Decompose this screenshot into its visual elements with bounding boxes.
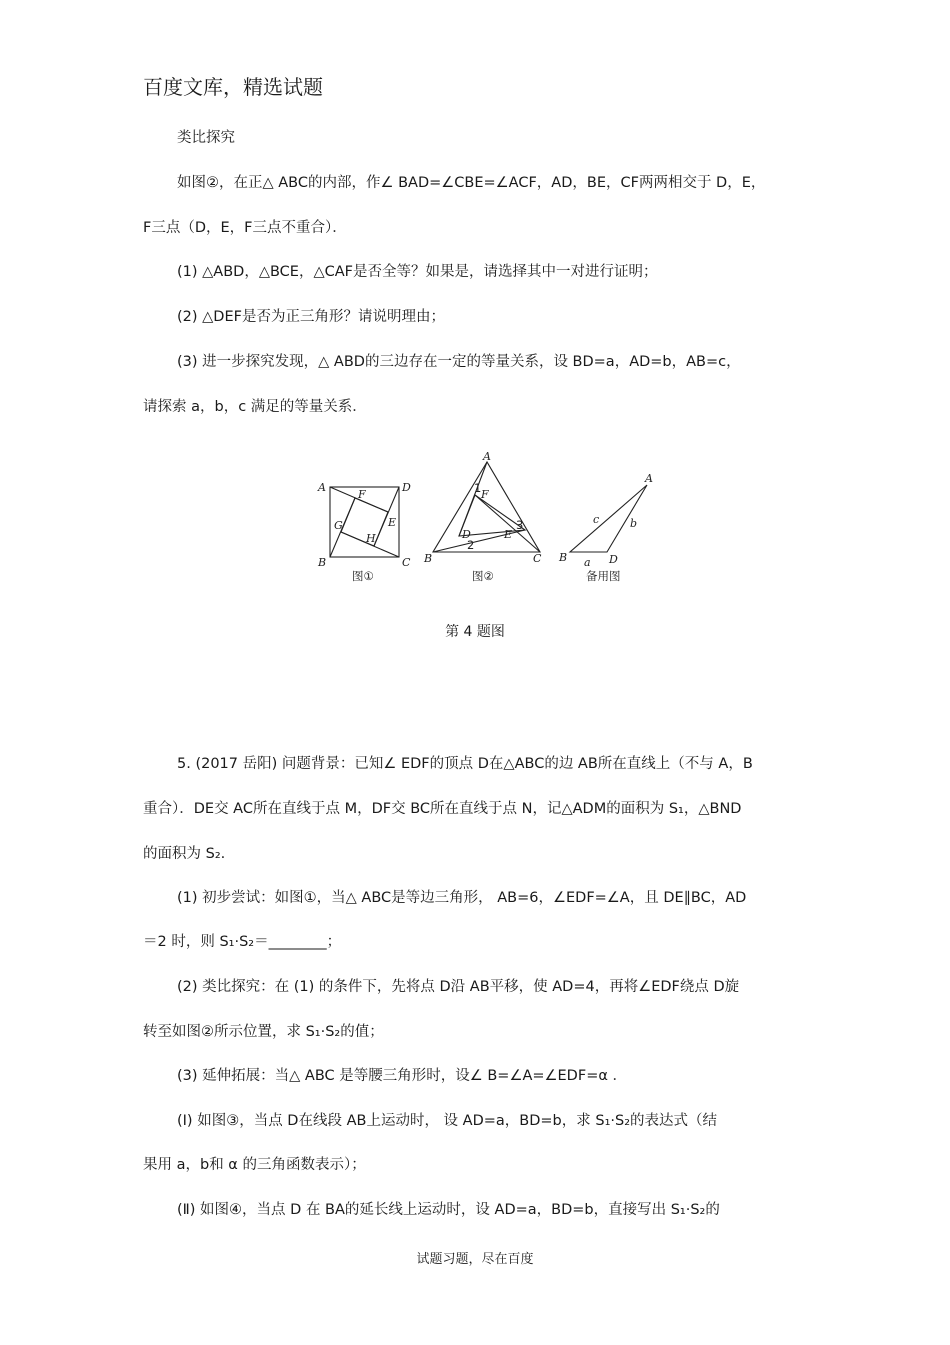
svg-text:a: a	[584, 556, 591, 569]
problem4-part3: (3) 进一步探究发现，△ ABD的三边存在一定的等量关系，设 BD=a，AD=b，AB=c，	[177, 354, 741, 370]
page-header: 百度文库，精选试题	[143, 75, 323, 99]
problem5-part3-i-cont: 果用 a，b和 α 的三角函数表示）；	[143, 1157, 366, 1173]
problem5-part1: (1) 初步尝试：如图①，当△ ABC是等边三角形， AB=6，∠EDF=∠A，且 DE∥BC，AD	[177, 890, 747, 906]
svg-text:C: C	[533, 552, 542, 565]
problem5-part2: (2) 类比探究：在 (1) 的条件下，先将点 D沿 AB平移，使 AD=4，再将∠EDF绕点 D旋	[177, 979, 740, 995]
svg-text:B: B	[559, 551, 568, 564]
problem5-part3-i: (Ⅰ) 如图③，当点 D在线段 AB上运动时， 设 AD=a，BD=b，求 S₁·S₂的表达式（结	[177, 1113, 718, 1129]
svg-text:c: c	[593, 513, 600, 526]
section-title: 类比探究	[177, 130, 235, 146]
svg-text:E: E	[504, 528, 513, 541]
svg-text:A: A	[483, 450, 491, 463]
svg-text:G: G	[334, 519, 343, 532]
problem4-figures	[0, 0, 950, 600]
figure-3-caption: 备用图	[586, 569, 621, 583]
problem4-part1: (1) △ABD，△BCE，△CAF是否全等？如果是，请选择其中一对进行证明；	[177, 264, 658, 280]
page-footer: 试题习题，尽在百度	[416, 1252, 534, 1267]
svg-text:C: C	[402, 556, 411, 569]
svg-text:3: 3	[516, 518, 524, 532]
problem5-part3: (3) 延伸拓展：当△ ABC 是等腰三角形时，设∠ B=∠A=∠EDF=α ．	[177, 1068, 628, 1084]
svg-text:A: A	[645, 472, 653, 485]
figure-2-caption: 图②	[472, 569, 494, 583]
svg-text:A: A	[318, 481, 326, 494]
svg-text:F: F	[358, 488, 366, 501]
problem5-line: 重合）．DE交 AC所在直线于点 M，DF交 BC所在直线于点 N，记△ADM的面积为 S₁，△BND	[143, 801, 742, 817]
figure-caption: 第 4 题图	[445, 624, 505, 640]
svg-text:b: b	[630, 517, 638, 530]
figure-1-caption: 图①	[352, 569, 374, 583]
svg-text:B: B	[318, 556, 327, 569]
problem4-part2: (2) △DEF是否为正三角形？请说明理由；	[177, 309, 445, 325]
svg-text:B: B	[424, 552, 433, 565]
svg-text:E: E	[388, 516, 397, 529]
svg-text:H: H	[366, 532, 376, 545]
problem4-line: F三点（D，E，F三点不重合）．	[143, 220, 347, 236]
svg-text:D: D	[402, 481, 411, 494]
problem4-part3-cont: 请探索 a，b，c 满足的等量关系．	[143, 399, 367, 415]
figure-2	[433, 462, 540, 552]
svg-text:F: F	[481, 488, 489, 501]
problem5-part1-cont: ＝2 时，则 S₁·S₂＝________；	[143, 934, 342, 950]
problem5-line: 5. (2017 岳阳) 问题背景：已知∠ EDF的顶点 D在△ABC的边 AB所在直线上（不与 A，B	[177, 756, 753, 772]
svg-text:2: 2	[467, 538, 475, 552]
problem5-part2-cont: 转至如图②所示位置，求 S₁·S₂的值；	[143, 1024, 384, 1040]
svg-text:D: D	[462, 528, 471, 541]
problem5-part3-ii: (Ⅱ) 如图④，当点 D 在 BA的延长线上运动时，设 AD=a，BD=b，直接写出 S₁·S₂的	[177, 1202, 720, 1218]
svg-text:1: 1	[474, 481, 482, 495]
svg-text:D: D	[609, 553, 618, 566]
problem4-line: 如图②，在正△ ABC的内部，作∠ BAD=∠CBE=∠ACF，AD，BE，CF两两相交于 D，E，	[177, 175, 766, 191]
problem5-line: 的面积为 S₂.	[143, 846, 226, 862]
